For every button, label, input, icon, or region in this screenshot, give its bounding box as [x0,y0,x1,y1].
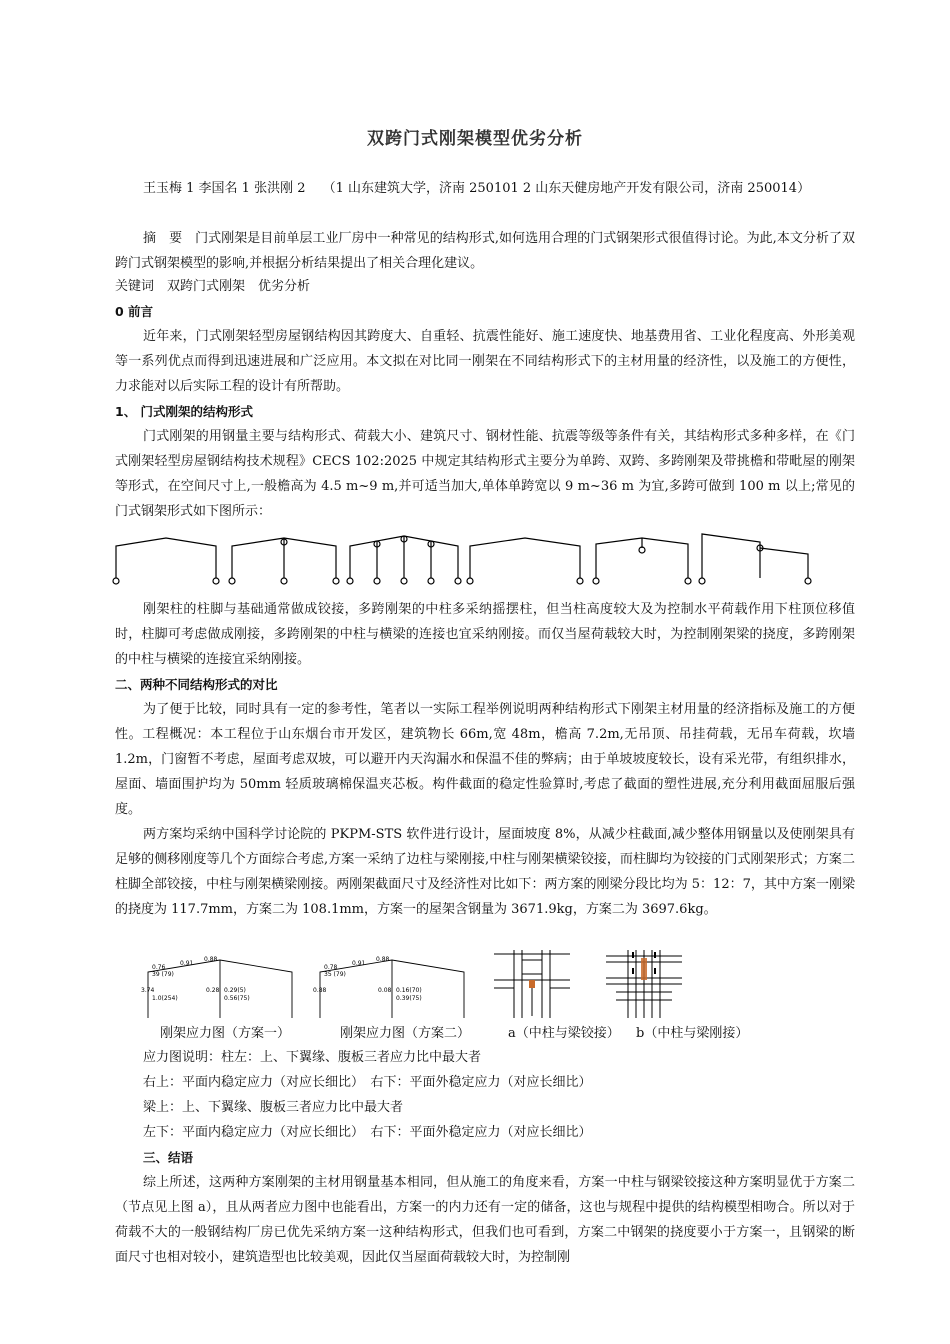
svg-text:1.0(254): 1.0(254) [152,995,178,1002]
section-3-paragraph: 综上所述，这两种方案刚架的主材用钢量基本相同，但从施工的角度来看，方案一中柱与钢梁铰接这种方案明显优于方案二（节点见上图 a），且从两者应力图中也能看出，方案一的内力还有一定的储备，这也与规程中提供的结构模型相吻合。所以对于荷载不大的一般钢结构厂房已优先采纳方案一这种结构形式，但我们也可看到，方案二中钢架的挠度要小于方案一，且钢梁的断面尺寸也相对较小，建筑造型也比较美观，因此仅当屋面荷载较大时，为控制刚 [115,1175,855,1265]
svg-text:0.39(75): 0.39(75) [396,995,422,1002]
stress-note-4: 左下：平面内稳定应力（对应长细比） 右下：平面外稳定应力（对应长细比） [143,1125,592,1140]
caption-detail-b: b（中柱与梁刚接） [636,1026,749,1041]
stress-note-1: 应力图说明：柱左：上、下翼缘、腹板三者应力比中最大者 [143,1050,482,1065]
caption-scheme-2: 刚架应力图（方案二） [340,1026,471,1041]
lean-to-frame-icon [699,534,811,584]
svg-text:39 (79): 39 (79) [152,971,174,978]
author-line: 王玉梅 1 李国名 1 张洪刚 2 （1 山东建筑大学，济南 250101 2 山东天健房地产开发有限公司，济南 250014） [143,181,811,196]
eave-overhang-frame-icon [593,538,691,584]
stress-label: 0.88 [204,956,218,963]
caption-detail-a: a（中柱与梁铰接） [508,1026,620,1041]
keywords: 关键词 双跨门式刚架 优劣分析 [115,279,311,294]
section-heading-1: 1、 门式刚架的结构形式 [115,404,254,419]
stress-label: 0.91 [180,960,194,967]
node-detail-b-rigid [604,948,684,1020]
svg-text:0.29(5): 0.29(5) [224,987,246,994]
section-2-paragraph-1: 为了便于比较，同时具有一定的参考性，笔者以一实际工程举例说明两种结构形式下刚架主材用量的经济指标及施工的方便性。工程概况：本工程位于山东烟台市开发区，建筑物长 66m,宽 48m，檐高 7.2m,无吊顶、吊挂荷载，无吊车荷载，坎墙 1.2m，门窗暂不考虑，屋面考虑双坡，可以避开内天沟漏水和保温不佳的弊病；由于单坡坡度较长，设有采光带，有组织排水，屋面、墙面围护均为 50mm 轻质玻璃棉保温夹芯板。构件截面的稳定性验算时,考虑了截面的塑性进展,充分利用截面屈服后强度。 [115,702,855,817]
stress-label: 0.88 [313,987,327,994]
stress-label: 3.74 [141,987,155,994]
section-2-paragraph-2: 两方案均采纳中国科学讨论院的 PKPM-STS 软件进行设计，屋面坡度 8%，从减少柱截面,减少整体用钢量以及使刚架具有足够的侧移刚度等几个方面综合考虑,方案一采纳了边柱与梁刚接,中柱与刚架横梁铰接，而柱脚均为铰接的门式刚架形式；方案二柱脚全部铰接，中柱与刚架横梁刚接。两刚架截面尺寸及经济性对比如下：两方案的刚梁分段比均为 5：12：7，其中方案一刚梁的挠度为 117.7mm，方案二为 108.1mm，方案一的屋架含钢量为 3671.9kg，方案二为 3697.6kg。 [115,827,855,917]
node-detail-a-hinged [492,948,572,1020]
stress-label: 0.78 [324,964,338,971]
stress-label: 0.08 [378,987,392,994]
single-span-frame-icon [113,538,219,584]
section-1-paragraph-2: 刚架柱的柱脚与基础通常做成铰接，多跨刚架的中柱多采纳摇摆柱，但当柱高度较大及为控制水平荷载作用下柱顶位移值时，柱脚可考虑做成刚接，多跨刚架的中柱与横梁的连接也宜采纳刚接。而仅当屋荷载较大时，为控制刚架梁的挠度，多跨刚架的中柱与横梁的连接宜采纳刚接。 [115,602,855,667]
stress-diagram-scheme-1 [140,952,300,1022]
svg-text:0.56(75): 0.56(75) [224,995,250,1002]
stress-note-2: 右上：平面内稳定应力（对应长细比） 右下：平面外稳定应力（对应长细比） [143,1075,592,1090]
abstract: 摘 要 门式刚架是目前单层工业厂房中一种常见的结构形式,如何选用合理的门式钢架形式很值得讨论。为此,本文分析了双跨门式钢架模型的影响,并根据分析结果提出了相关合理化建议。 [115,231,855,271]
section-1-paragraph-1: 门式刚架的用钢量主要与结构形式、荷载大小、建筑尺寸、钢材性能、抗震等级等条件有关，其结构形式多种多样，在《门式刚架轻型房屋钢结构技术规程》CECS 102:2025 中规定其结构形式主要分为单跨、双跨、多跨刚架及带挑檐和带毗屋的刚架等形式，在空间尺寸上,一般檐高为 4.5 m~9 m,并可适当加大,单体单跨宽以 9 m~36 m 为宜,多跨可做到 100 m 以上;常见的门式钢架形式如下图所示： [115,429,855,519]
stress-note-3: 梁上：上、下翼缘、腹板三者应力比中最大者 [143,1100,404,1115]
section-heading-0: 0 前言 [115,304,154,319]
section-heading-2: 二、两种不同结构形式的对比 [115,677,278,692]
section-0-paragraph: 近年来，门式刚架轻型房屋钢结构因其跨度大、自重轻、抗震性能好、施工速度快、地基费用省、工业化程度高、外形美观等一系列优点而得到迅速进展和广泛应用。本文拟在对比同一刚架在不同结构形式下的主材用量的经济性，以及施工的方便性，力求能对以后实际工程的设计有所帮助。 [115,329,855,394]
double-span-rigid-frame-icon [467,538,583,584]
stress-label: 0.91 [352,960,366,967]
paper-title: 双跨门式刚架模型优劣分析 [367,129,583,149]
svg-text:35 (79): 35 (79) [324,971,346,978]
double-span-frame-icon [229,538,339,584]
section-heading-3: 三、结语 [143,1150,194,1165]
stress-label: 0.76 [152,964,166,971]
caption-scheme-1: 刚架应力图（方案一） [160,1026,291,1041]
stress-label: 0.28 [206,987,220,994]
stress-label: 0.88 [376,956,390,963]
svg-text:0.16(70): 0.16(70) [396,987,422,994]
multi-span-frame-icon [347,536,461,584]
frame-types-figure [110,528,820,588]
stress-diagram-scheme-2 [312,952,472,1022]
